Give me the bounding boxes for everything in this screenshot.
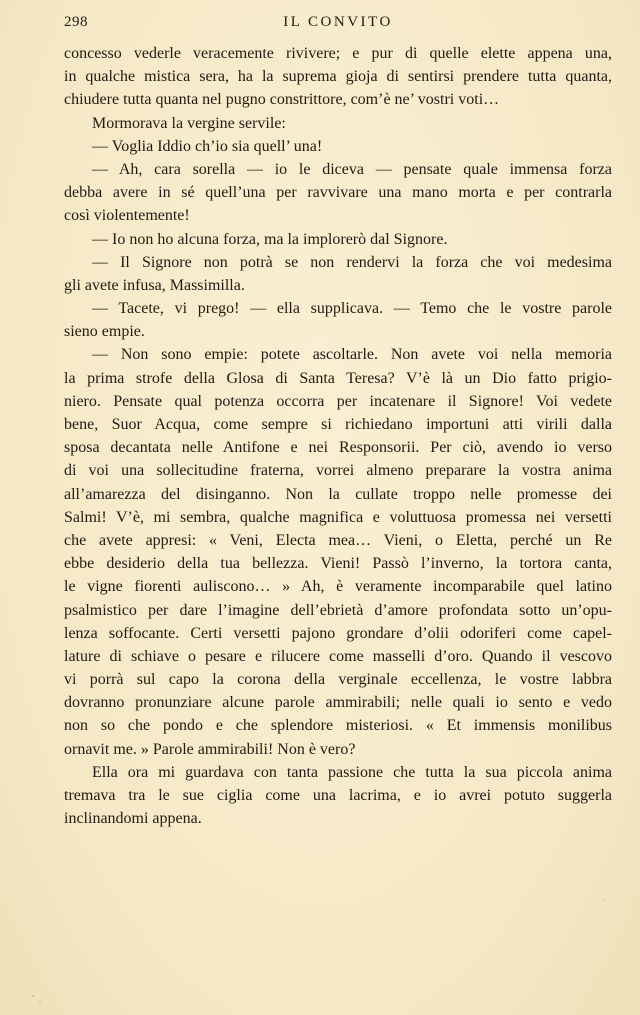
text-line: all’amarezza del disinganno. Non la cullate troppo nelle promesse dei (64, 485, 612, 503)
text-line: ebbe desiderio della tua bellezza. Vieni! Passò l’inverno, la tortora canta, (64, 555, 612, 573)
text-line: tremava tra le sue ciglia come una lacrima, e io avrei potuto suggerla (64, 787, 612, 804)
text-line: — Tacete, vi prego! — ella supplicava. — Temo che le vostre parole (92, 300, 612, 318)
text-line: così violentemente! (64, 207, 190, 225)
text-line: Ella ora mi guardava con tanta passione che tutta la sua piccola anima (92, 763, 612, 781)
running-title: IL CONVITO (283, 14, 393, 30)
text-line: Mormorava la vergine servile: (92, 114, 286, 132)
text-line: — Io non ho alcuna forza, ma la implorerò dal Signore. (92, 230, 448, 248)
text-line: — Ah, cara sorella — io le diceva — pensate quale immensa forza (92, 160, 612, 178)
text-line: sieno empie. (64, 323, 145, 341)
text-line: che avete appresi: « Veni, Electa mea… Vieni, o Eletta, perché un Re (64, 531, 612, 549)
text-line: dovranno pronunziare alcune parole ammirabili; nelle quali io sento e vedo (64, 694, 612, 712)
page-header (64, 14, 612, 36)
page-number: 298 (64, 14, 88, 30)
text-line: in qualche mistica sera, ha la suprema gioja di sentirsi prendere tutta quanta, (64, 68, 612, 86)
text-line: sposa decantata nelle Antifone e nei Responsorii. Per ciò, avendo io verso (64, 439, 612, 457)
text-line: psalmistico per dare l’imagine dell’ebrietà d’amore profondata sotto un’opu- (64, 601, 612, 619)
text-line: inclinandomi appena. (64, 810, 202, 828)
text-line: — Il Signore non potrà se non rendervi la forza che voi medesima (92, 253, 612, 271)
text-line: gli avete infusa, Massimilla. (64, 276, 245, 294)
text-line: bene, Suor Acqua, come sempre si richiedano importuni atti virili dalla (64, 416, 612, 433)
text-line: Salmi! V’è, mi sembra, qualche magnifica e voluttuosa promessa nei versetti (64, 508, 612, 526)
text-line: le vigne fiorenti auliscono… » Ah, è veramente incomparabile quel latino (64, 578, 612, 596)
text-line: — Non sono empie: potete ascoltarle. Non avete voi nella memoria (92, 346, 612, 364)
text-line: niero. Pensate qual potenza occorra per incatenare il Signore! Voi vedete (64, 392, 612, 410)
text-line: non so che pondo e che splendore misteriosi. « Et immensis monilibus (64, 717, 612, 735)
text-line: chiudere tutta quanta nel pugno constrittore, com’è ne’ vostri voti… (64, 91, 500, 109)
text-line: — Voglia Iddio ch’io sia quell’ una! (92, 137, 323, 155)
text-line: vi porrà sul capo la corona della verginale eccellenza, le vostre labbra (64, 671, 612, 689)
body-text (64, 42, 612, 830)
text-line: concesso vederle veracemente rivivere; e pur di quelle elette appena una, (64, 45, 612, 62)
text-line: di voi una sollecitudine fraterna, vorrei almeno preparare la vostra anima (64, 462, 612, 480)
text-line: lenza soffocante. Certi versetti pajono grondare d’olii odoriferi come capel- (64, 624, 612, 642)
text-line: ornavit me. » Parole ammirabili! Non è vero? (64, 740, 356, 758)
text-line: lature di schiave o pesare e rilucere come masselli d’oro. Quando il vescovo (64, 647, 612, 665)
text-line: debba avere in sé quell’una per ravvivare una mano morta e per contrarla (64, 184, 612, 202)
text-line: la prima strofe della Glosa di Santa Teresa? V’è là un Dio fatto prigio- (64, 369, 612, 387)
